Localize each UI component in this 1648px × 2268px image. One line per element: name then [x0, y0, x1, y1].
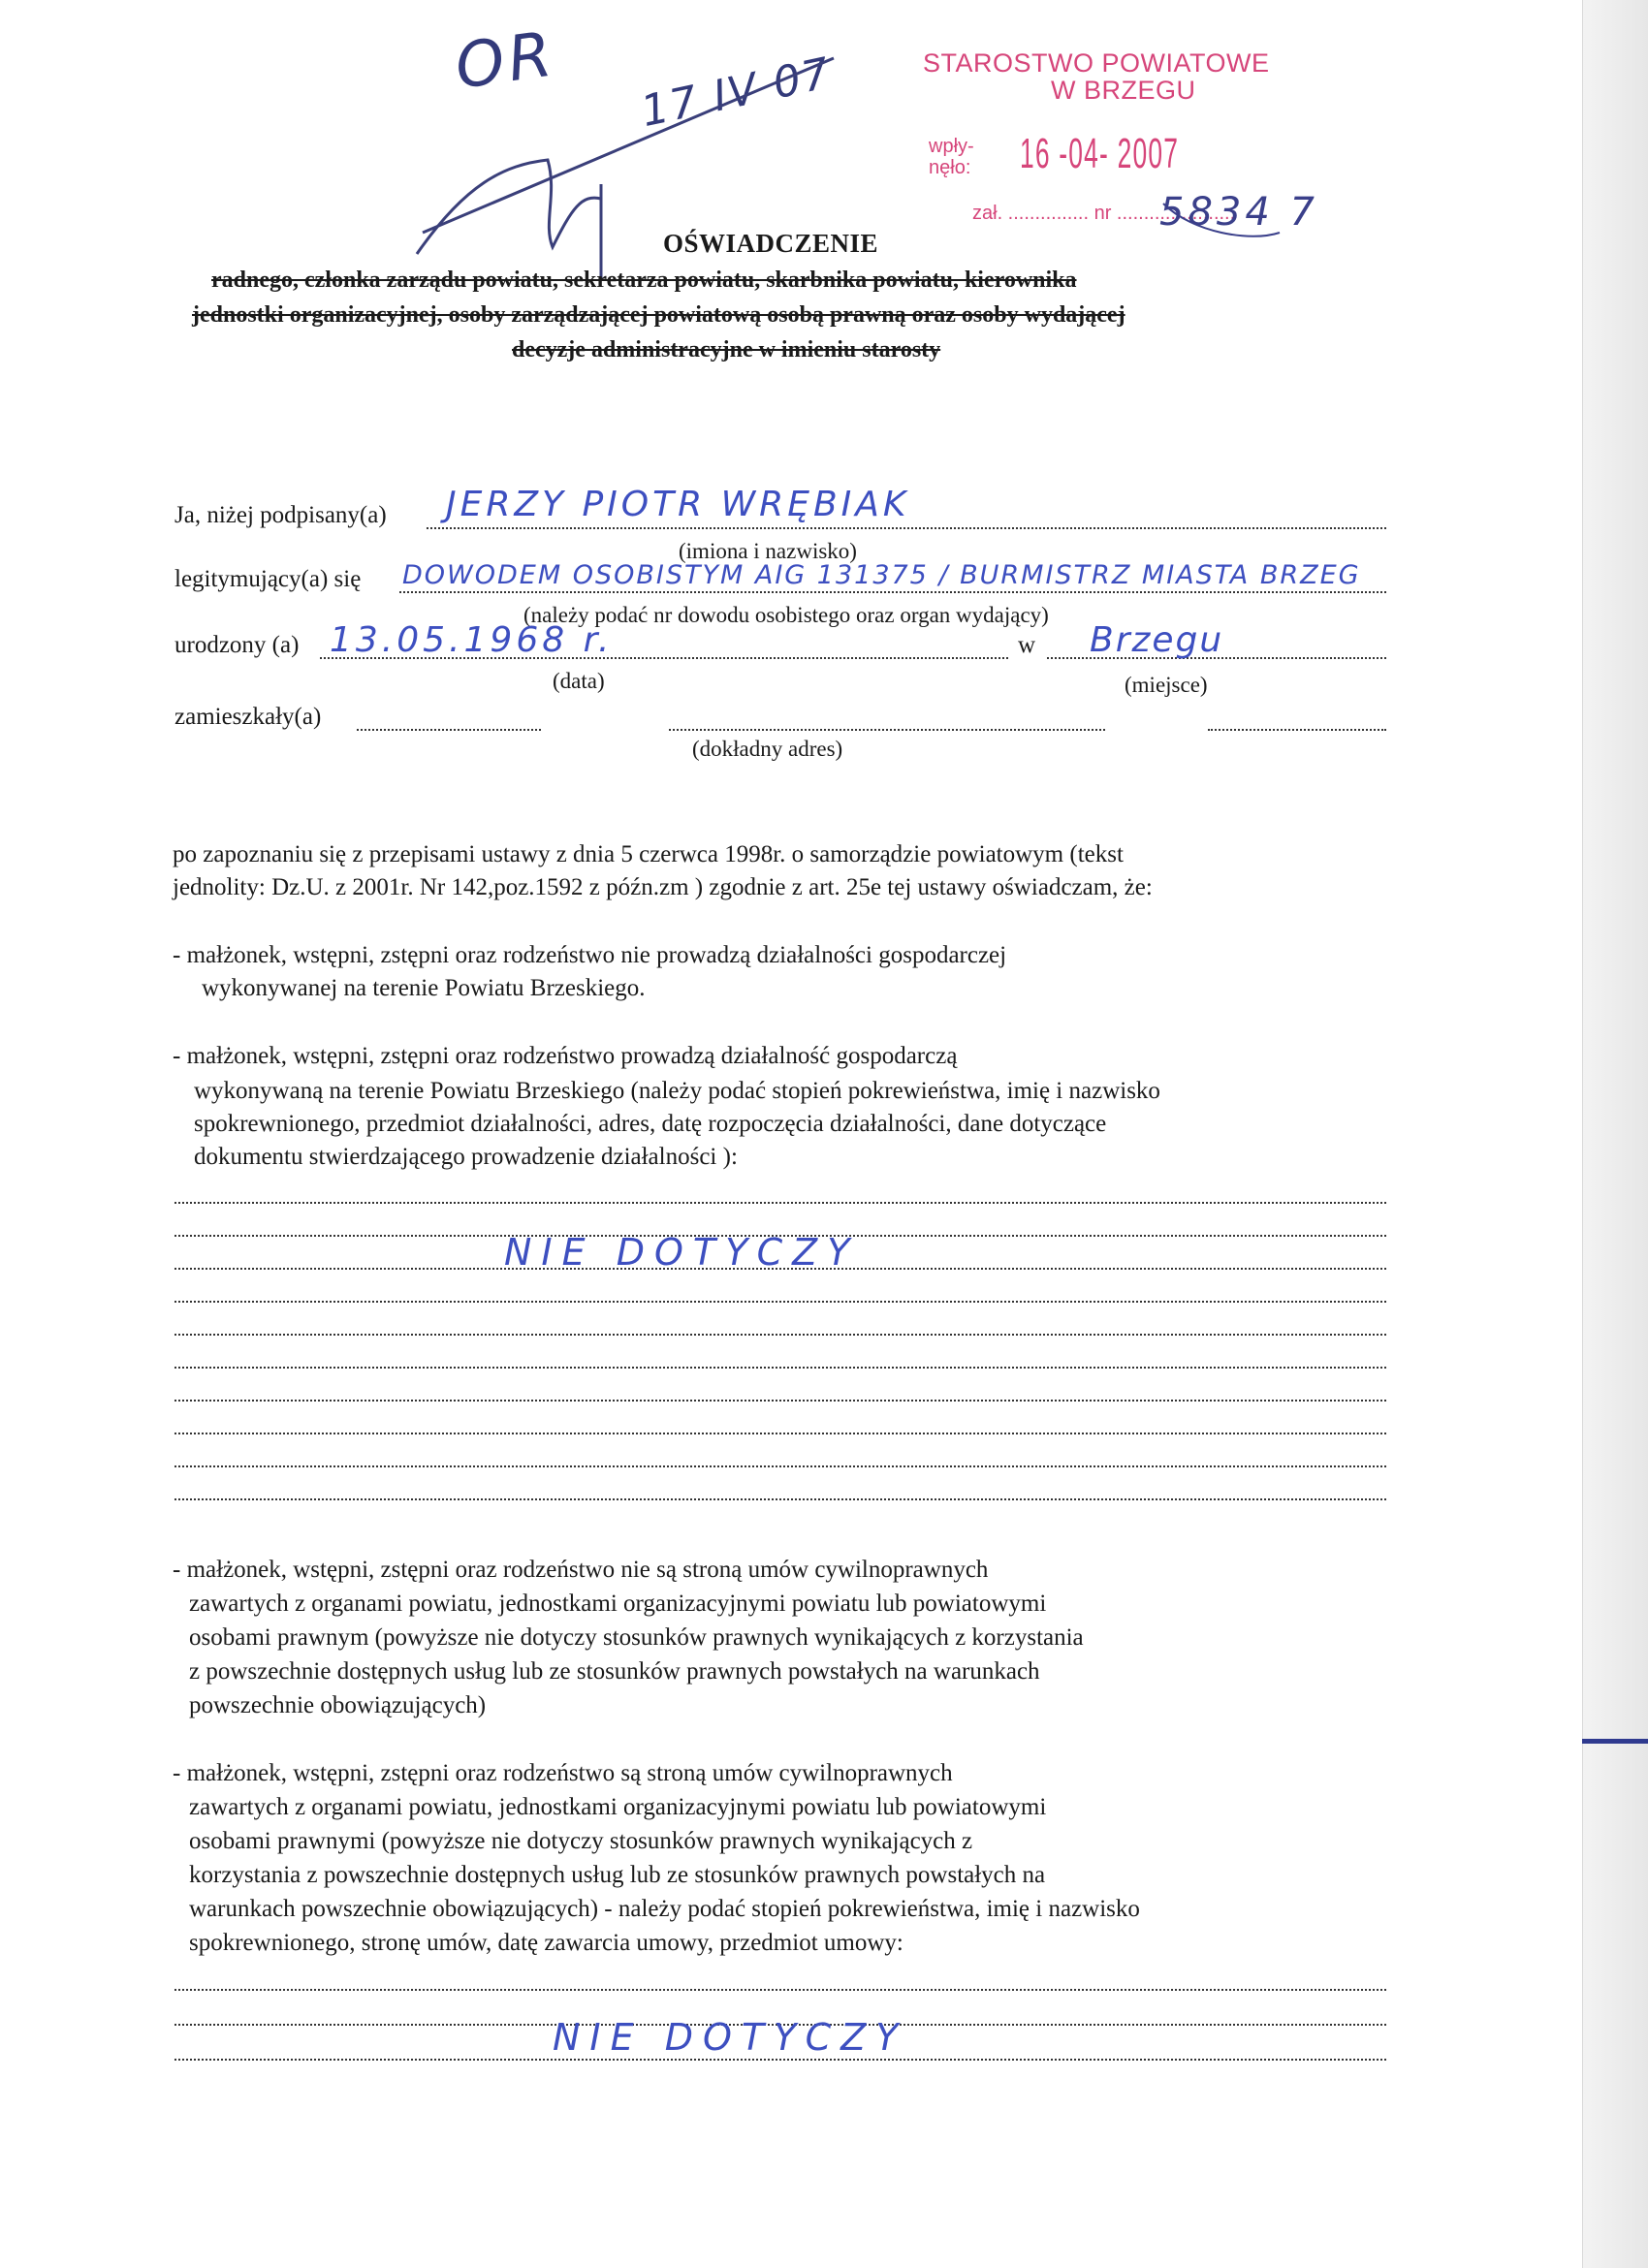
point2-dotted-line — [174, 1465, 1386, 1467]
handwritten-initials: OR — [451, 18, 560, 104]
point2-dotted-line — [174, 1301, 1386, 1303]
point3-line-4: z powszechnie dostępnych usług lub ze stosunków prawnych powstałych na warunkach — [189, 1658, 1040, 1685]
point4-line-5: warunkach powszechnie obowiązujących) - należy podać stopień pokrewieństwa, imię i nazwisko — [189, 1896, 1140, 1922]
reference-underline — [1163, 204, 1280, 236]
point2-dotted-line — [174, 1334, 1386, 1336]
point4-line-4: korzystania z powszechnie dostępnych usług lub ze stosunków prawnych powstałych na — [189, 1862, 1046, 1888]
point4-line-1: - małżonek, wstępni, zstępni oraz rodzeństwo są stroną umów cywilnoprawnych — [173, 1760, 953, 1786]
stamp-office-name: STAROSTWO POWIATOWE — [923, 48, 1270, 78]
point2-line-1: - małżonek, wstępni, zstępni oraz rodzeństwo prowadzą działalność gospodarczą — [173, 1043, 958, 1069]
point3-line-2: zawartych z organami powiatu, jednostkami organizacyjnymi powiatu lub powiatowymi — [189, 1591, 1047, 1617]
id-caption: (należy podać nr dowodu osobistego oraz organ wydający) — [523, 603, 1049, 627]
name-label: Ja, niżej podpisany(a) — [174, 502, 387, 528]
residence-caption: (dokładny adres) — [692, 737, 843, 761]
name-caption: (imiona i nazwisko) — [679, 539, 857, 563]
point1-line-1: - małżonek, wstępni, zstępni oraz rodzeństwo nie prowadzą działalności gospodarczej — [173, 942, 1007, 968]
point4-line-6: spokrewnionego, stronę umów, datę zawarcia umowy, przedmiot umowy: — [189, 1930, 903, 1956]
point4-dotted-line — [174, 1989, 1386, 1991]
intro-line-2: jednolity: Dz.U. z 2001r. Nr 142,poz.1592 z późn.zm ) zgodnie z art. 25e tej ustawy oświadczam, że: — [173, 874, 1153, 900]
point3-line-3: osobami prawnym (powyższe nie dotyczy stosunków prawnych wynikających z korzystania — [189, 1624, 1084, 1651]
point4-handwritten-answer: NIE DOTYCZY — [553, 2016, 908, 2059]
born-in-label: w — [1018, 632, 1036, 658]
diagonal-stroke — [423, 58, 834, 233]
handwritten-date-note: 17 IV 07 — [636, 47, 837, 138]
stamp-office-city: W BRZEGU — [1051, 76, 1196, 105]
heading-line-3: decyzje administracyjne w imieniu starosty — [512, 337, 941, 362]
point4-line-3: osobami prawnymi (powyższe nie dotyczy stosunków prawnych wynikających z — [189, 1828, 973, 1854]
point2-dotted-line — [174, 1202, 1386, 1204]
stamp-reference-number: 5834 7 — [1159, 190, 1318, 235]
point3-line-1: - małżonek, wstępni, zstępni oraz rodzeństwo nie są stroną umów cywilnoprawnych — [173, 1557, 989, 1583]
signature-stroke — [417, 160, 601, 254]
point4-dotted-line — [174, 2059, 1386, 2061]
point2-dotted-line — [174, 1433, 1386, 1434]
residence-label: zamieszkały(a) — [174, 704, 322, 730]
point2-dotted-line — [174, 1498, 1386, 1500]
born-place-value: Brzegu — [1090, 620, 1224, 660]
point3-line-5: powszechnie obowiązujących) — [189, 1692, 487, 1718]
name-value: JERZY PIOTR WRĘBIAK — [446, 485, 910, 524]
document-title: OŚWIADCZENIE — [663, 229, 879, 258]
point2-dotted-line — [174, 1367, 1386, 1369]
residence-dotted-line-1 — [357, 729, 541, 731]
intro-line-1: po zapoznaniu się z przepisami ustawy z dnia 5 czerwca 1998r. o samorządzie powiatowym (tekst — [173, 841, 1124, 867]
id-label: legitymujący(a) się — [174, 566, 362, 592]
heading-line-2: jednostki organizacyjnej, osoby zarządzającej powiatową osobą prawną oraz osoby wydającej — [192, 302, 1125, 328]
point2-line-4: dokumentu stwierdzającego prowadzenie działalności ): — [194, 1144, 738, 1170]
point2-line-3: spokrewnionego, przedmiot działalności, adres, datę rozpoczęcia działalności, dane dotyczące — [194, 1111, 1107, 1137]
point1-line-2: wykonywanej na terenie Powiatu Brzeskiego. — [202, 975, 646, 1001]
date-caption: (data) — [553, 669, 605, 693]
stamp-date: 16 -04- 2007 — [1020, 130, 1180, 177]
stamp-received-label-line2: nęło: — [929, 157, 971, 178]
stamp-attachment-line: zał. ............... nr ...................... — [972, 203, 1236, 224]
residence-dotted-line-2 — [669, 729, 1105, 731]
point2-dotted-line — [174, 1400, 1386, 1402]
point2-handwritten-answer: NIE DOTYCZY — [504, 1231, 860, 1274]
name-dotted-line — [427, 527, 1386, 529]
residence-dotted-line-3 — [1208, 729, 1386, 731]
stamp-received-label-line1: wpły- — [929, 136, 974, 157]
point2-line-2: wykonywaną na terenie Powiatu Brzeskiego (należy podać stopień pokrewieństwa, imię i nazwisko — [194, 1078, 1160, 1104]
id-dotted-line — [399, 591, 1386, 593]
born-date-value: 13.05.1968 r. — [330, 620, 614, 660]
place-caption: (miejsce) — [1125, 673, 1208, 697]
heading-line-1: radnego, członka zarządu powiatu, sekretarza powiatu, skarbnika powiatu, kierownika — [211, 268, 1077, 293]
born-label: urodzony (a) — [174, 632, 300, 658]
point4-line-2: zawartych z organami powiatu, jednostkami organizacyjnymi powiatu lub powiatowymi — [189, 1794, 1047, 1820]
id-value: DOWODEM OSOBISTYM AIG 131375 / BURMISTRZ MIASTA BRZEG — [402, 560, 1361, 590]
